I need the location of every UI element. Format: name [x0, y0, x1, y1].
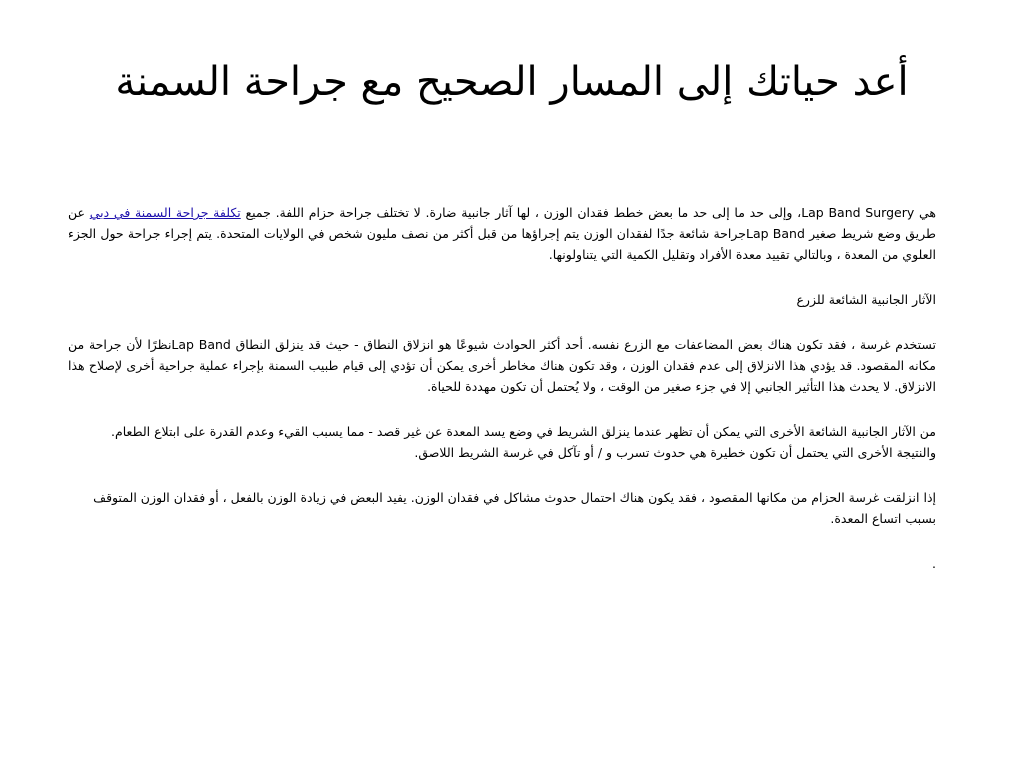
slippage-paragraph: [68, 334, 936, 397]
brand-lap-band: Lap Band: [746, 226, 805, 241]
brand-lap-band-2: Lap Band: [171, 337, 231, 352]
obstruction-paragraph: من الآثار الجانبية الشائعة الأخرى التي يمكن أن تظهر عندما ينزلق الشريط في وضع يسد المعدة عن غير قصد - مما يسبب القيء وعدم القدرة على ابتلاع الطعام. والنتيجة الأخرى التي يحتمل أن تكون خطيرة هي حدوث تسرب و / أو تآكل في غرسة الشريط اللاصق.: [111, 424, 936, 460]
trailing-dot: .: [932, 556, 936, 571]
intro-text-c: جراحة شائعة جدًا لفقدان الوزن يتم إجراؤها من قبل أكثر من نصف مليون شخص في الولايات المتحدة. يتم إجراء جراحة حول الجزء العلوي من المعدة ، وبالتالي تقييد معدة الأفراد وتقليل الكمية التي يتناولونها.: [68, 226, 936, 262]
cost-link[interactable]: تكلفة جراحة السمنة في دبي: [89, 205, 241, 220]
brand-lap-band-surgery: Lap Band Surgery: [801, 205, 915, 220]
slide-body: [68, 202, 936, 598]
intro-lead: هي: [914, 205, 936, 220]
intro-paragraph: [68, 202, 936, 265]
slippage-text-b: نظرًا لأن جراحة من مكانه المقصود. قد يؤدي هذا الانزلاق إلى عدم فقدان الوزن ، وقد تكون هناك مخاطر أخرى يمكن أن تؤدي إلى قيام طبيب السمنة بإجراء عملية جراحية أخرى لإصلاح هذا الانزلاق. لا يحدث هذا التأثير الجانبي إلا في جزء صغير من الوقت ، ولا يُحتمل أن تكون مهددة للحياة.: [68, 337, 936, 394]
intro-text-a: ، وإلى حد ما إلى حد ما بعض خطط فقدان الوزن ، لها آثار جانبية ضارة. لا تختلف جراحة حزام اللفة. جميع: [240, 205, 802, 220]
intro-text-b: عن طريق وضع شريط صغير: [68, 205, 936, 241]
slippage-text-a: تستخدم غرسة ، فقد تكون هناك بعض المضاعفات مع الزرع نفسه. أحد أكثر الحوادث شيوعًا هو انزلاق النطاق - حيث قد ينزلق النطاق: [230, 337, 937, 352]
slide-title: أعد حياتك إلى المسار الصحيح مع جراحة السمنة: [115, 59, 909, 105]
weight-gain-paragraph: إذا انزلقت غرسة الحزام من مكانها المقصود ، فقد يكون هناك احتمال حدوث مشاكل في فقدان الوزن. يفيد البعض في زيادة الوزن بالفعل ، أو فقدان الوزن المتوقف بسبب اتساع المعدة.: [93, 490, 936, 526]
side-effects-heading: الآثار الجانبية الشائعة للزرع: [796, 292, 936, 307]
